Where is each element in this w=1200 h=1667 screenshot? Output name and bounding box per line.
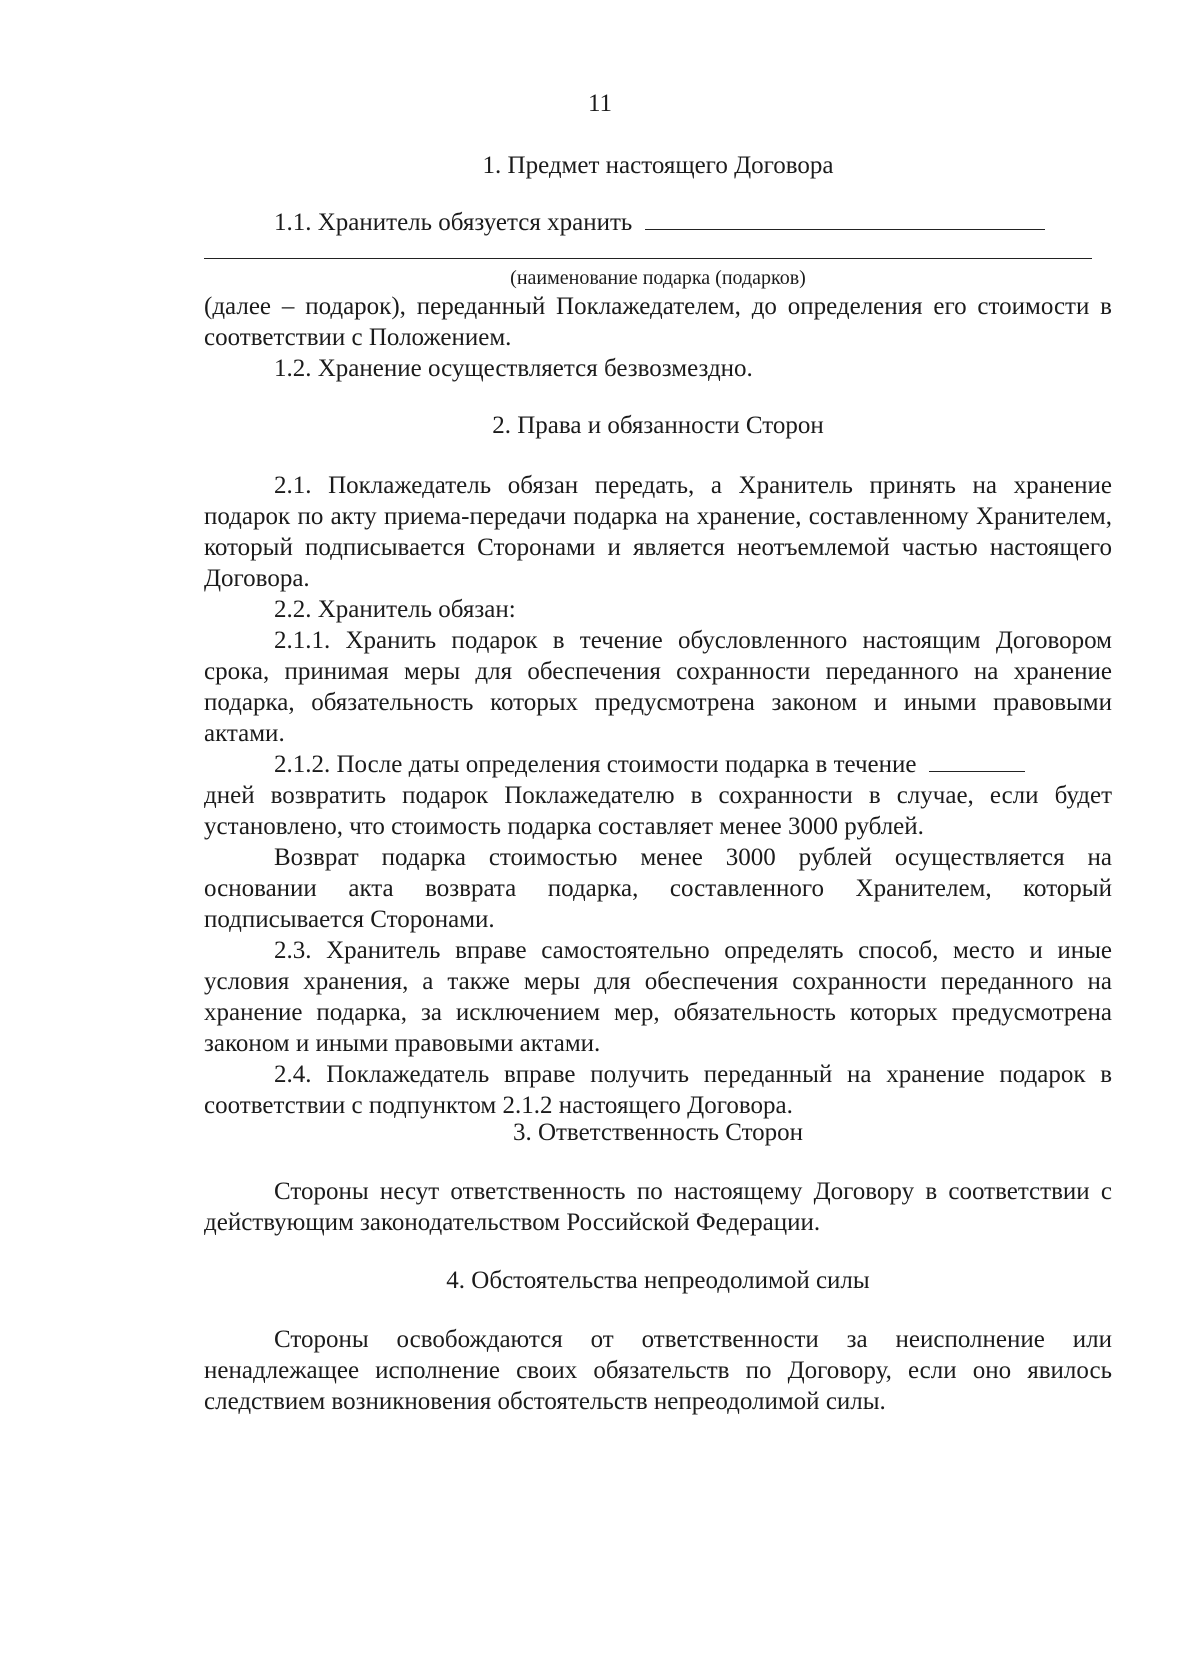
gift-name-full-line xyxy=(204,258,1092,259)
page-number: 11 xyxy=(587,90,613,117)
return-paragraph: Возврат подарка стоимостью менее 3000 рублей осуществляется на основании акта возврата подарка, составленного Хранителем, который подписывается Сторонами. xyxy=(204,844,1112,933)
section-4-paragraph: Стороны освобождаются от ответственности за неисполнение или ненадлежащее исполнение своих обязательств по Договору, если оно явилось следствием возникновения обстоятельств непреодолимой силы. xyxy=(204,1326,1112,1415)
section-4-body xyxy=(204,1324,1112,1417)
clause-2-1-2-lead: 2.1.2. После даты определения стоимости подарка в течение xyxy=(274,751,917,778)
days-blank-line xyxy=(929,749,1025,772)
section-4-heading: 4. Обстоятельства непреодолимой силы xyxy=(446,1267,870,1294)
section-2-body xyxy=(204,470,1112,1121)
clause-1-1-text: 1.1. Хранитель обязуется хранить xyxy=(274,209,633,236)
clause-2-1-1: 2.1.1. Хранить подарок в течение обусловленного настоящим Договором срока, принимая меры для обеспечения сохранности переданного на хранение подарка, обязательность которых предусмотрена законом и иными правовыми актами. xyxy=(204,627,1112,747)
clause-2-4: 2.4. Поклажедатель вправе получить переданный на хранение подарок в соответствии с подпунктом 2.1.2 настоящего Договора. xyxy=(204,1061,1112,1119)
clause-2-2: 2.2. Хранитель обязан: xyxy=(274,596,516,623)
gift-name-caption: (наименование подарка (подарков) xyxy=(510,267,806,289)
clause-2-1: 2.1. Поклажедатель обязан передать, а Хранитель принять на хранение подарок по акту приема-передачи подарка на хранение, составленному Хранителем, который подписывается Сторонами и является неотъемлемой частью настоящего Договора. xyxy=(204,472,1112,592)
section-2-heading: 2. Права и обязанности Сторон xyxy=(492,412,824,439)
section-3-body xyxy=(204,1176,1112,1238)
section-1-heading: 1. Предмет настоящего Договора xyxy=(482,152,834,179)
gift-name-blank-line xyxy=(645,207,1045,230)
clause-1-1-lead xyxy=(204,207,1112,238)
clause-2-1-2-continuation: дней возвратить подарок Поклажедателю в сохранности в случае, если будет установлено, что стоимость подарка составляет менее 3000 рублей. xyxy=(204,782,1112,840)
clause-2-1-2-lead-line xyxy=(204,749,1112,780)
clause-2-3: 2.3. Хранитель вправе самостоятельно определять способ, место и иные условия хранения, а также меры для обеспечения сохранности переданного на хранение подарка, за исключением мер, обязательность которых предусмотрена законом и иными правовыми актами. xyxy=(204,937,1112,1057)
clause-1-1-continuation: (далее – подарок), переданный Поклажедателем, до определения его стоимости в соответствии с Положением. xyxy=(204,293,1112,351)
clause-1-1-continuation-block xyxy=(204,291,1112,384)
section-3-paragraph: Стороны несут ответственность по настоящему Договору в соответствии с действующим законодательством Российской Федерации. xyxy=(204,1178,1112,1236)
section-3-heading: 3. Ответственность Сторон xyxy=(512,1119,804,1146)
clause-1-2: 1.2. Хранение осуществляется безвозмездно. xyxy=(274,355,753,382)
